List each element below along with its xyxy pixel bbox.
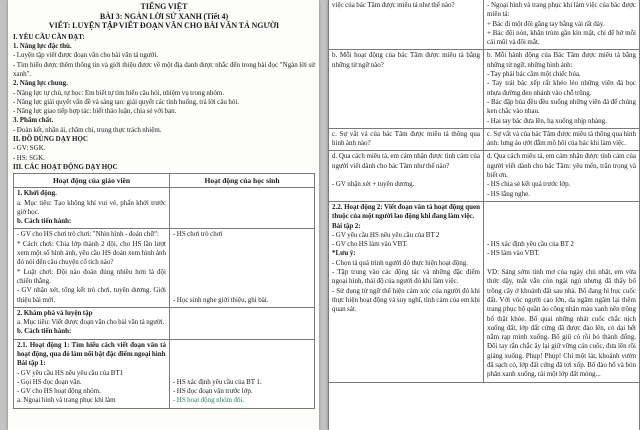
table-header-student: Hoạt động của học sinh	[204, 176, 280, 186]
text-line: Bài tập 1:	[17, 359, 46, 368]
teacher-activity-cell	[329, 151, 484, 200]
table-row	[329, 151, 639, 201]
text-line: - Năng lực tự chủ, tự học: Em biết tự tìm hiểu câu hỏi, nhiệm vụ trong nhóm.	[13, 88, 225, 97]
text-line	[487, 259, 636, 268]
table-row	[329, 202, 639, 383]
text-line: - Gọi HS đọc đoạn văn.	[17, 377, 82, 386]
text-line: - Hai tay bác đưa lên, hạ xuống nhịp nhàng.	[487, 116, 607, 125]
text-line	[173, 341, 311, 350]
text-line: 1. Năng lực đặc thù.	[13, 42, 72, 51]
text-line: - HS làm vào VBT.	[487, 249, 540, 258]
text-line	[487, 212, 636, 221]
text-line: - GV nhận xét, tổng kết trò chơi, tuyên dương. Giới thiệu bài mới.	[17, 286, 166, 304]
text-line: - Tìm hiểu được thêm thông tin và giới thiệu được về một địa danh được nhắc đến trong bài đọc "Ngàn lời sử xanh".	[13, 60, 315, 78]
text-line: - Bác đập búa đều đều xuống những viên đá để chúng ken chắc vào nhau.	[487, 97, 636, 116]
student-activity-cell	[170, 308, 314, 339]
text-line: - Ngoại hình và trang phục khi làm việc của bác được miêu tả:	[487, 1, 636, 19]
text-line: - GV cho HS chơi trò chơi: "Nhìn hình - đoán chữ":	[17, 230, 159, 239]
text-line: a. Ngoại hình và trang phục khi làm	[17, 396, 116, 405]
text-line: - Luyện tập viết được đoạn văn cho bài văn tả người.	[13, 51, 159, 60]
student-activity-cell	[484, 202, 639, 382]
table-row	[14, 340, 314, 409]
table-row	[14, 229, 314, 307]
text-line	[487, 203, 636, 212]
table-row	[14, 188, 314, 229]
student-activity-cell	[170, 188, 314, 228]
text-line: - Sử dụng từ ngữ thể hiện cảm xúc của người đó khi thực hiện hoạt động và suy nghĩ, tình cảm của em khi quan sát.	[332, 286, 480, 314]
text-line	[173, 359, 311, 368]
text-line: - Đoàn kết, nhân ái, chăm chỉ, trung thực trách nhiệm.	[13, 125, 162, 134]
page-left	[8, 0, 319, 430]
text-line: - HS hoạt động nhóm đôi.	[173, 396, 245, 405]
teacher-activity-cell	[14, 188, 170, 228]
text-line: BÀI 3: NGÀN LỜI SỬ XANH (Tiết 4)	[99, 11, 229, 21]
text-line: - HS xác định yêu cầu của BT 2	[487, 240, 574, 249]
text-line: - HS chơi trò chơi	[173, 230, 223, 239]
table-header-teacher: Hoạt động của giáo viên	[14, 174, 170, 187]
table-row	[14, 308, 314, 340]
text-line: I. YÊU CẦU CẦN ĐẠT:	[13, 32, 85, 41]
text-line	[487, 222, 636, 231]
student-activity-cell	[484, 151, 639, 200]
text-line: III. CÁC HOẠT ĐỘNG DẠY HỌC	[13, 162, 118, 171]
text-line: TIẾNG VIỆT	[140, 2, 188, 11]
text-line: b. Mỗi hành động của Bác Tâm được miêu tả bằng những từ ngữ, những hình ảnh:	[487, 51, 636, 69]
text-line: + Bác đội nón, khăn trùm gần kín mặt, chỉ để hở mỗi cái mũi và đôi mắt.	[487, 28, 636, 47]
text-line: VD: Sáng sớm tinh mơ của ngày chủ nhật, em vừa thức dậy, mắt vẫn còn ngái ngủ nhưng đã thấy bố trồng cây ở khoảnh đất sau nhà. Bố đang hì hục cuốc đất. Với vóc người cao lớn, da ngăm ngăm lại thêm trang phục bộ quần áo công nhân màu xanh nên trông bố thật khỏe. Bố quai những nhát cuốc chắc nịch xuống đất, lớp đất cứng đã được đào lên, cỏ dại hết nằm rạp mình xuống. Bố giũ cỏ rồi bỏ thành đống. Đôi tay rắn chắc ấy lại giữ vững cán cuốc, đưa lên rồi giáng xuống. Phụp! Phụp! Chỉ một lát, khoảnh vườn đã sạch cỏ, lớp đất cứng đã tơi xốp. Bố đào hố và bón phân xanh xuống, rải một lớp đất mỏng...	[487, 268, 636, 379]
text-line	[487, 231, 636, 240]
text-line: - Chọn tả quá trình người đó thực hiện hoạt động.	[332, 258, 469, 267]
text-line: việc của bác Tâm được miêu tả như thế nào?	[332, 1, 455, 9]
teacher-activity-cell	[329, 50, 484, 127]
text-line: b. Cách tiến hành:	[17, 327, 72, 336]
text-line	[173, 268, 311, 277]
text-line	[173, 240, 311, 249]
student-activity-cell	[170, 229, 314, 306]
text-line: - HS chia sẻ kết quả trước lớp.	[487, 180, 571, 189]
student-activity-cell	[484, 50, 639, 127]
table-header-row	[14, 174, 314, 188]
text-line	[173, 286, 311, 295]
text-line	[173, 277, 311, 286]
activities-table	[13, 173, 315, 409]
teacher-activity-cell	[14, 340, 170, 408]
teacher-activity-cell	[14, 308, 170, 339]
teacher-activity-cell	[14, 229, 170, 306]
text-line: - Tay phải bác cầm một chiếc búa.	[487, 70, 581, 79]
text-line: d. Qua cách miêu tả, em cảm nhận được tình cảm của người viết dành cho bác Tâm: yêu mến, trân trọng và biết ơn.	[487, 152, 636, 180]
text-line: Bài tập 2:	[332, 221, 361, 230]
right-table-body	[329, 0, 639, 383]
student-activity-cell	[170, 340, 314, 408]
text-line	[173, 369, 311, 378]
text-line: a. Mục tiêu: Viết được đoạn văn cho bài văn tả người.	[17, 318, 165, 327]
text-line: - Tay trái bác xếp rất khéo léo những viên đá bọc nhựa đường đen nhánh vào chỗ trũng.	[487, 79, 636, 97]
text-line: II. ĐỒ DÙNG DẠY HỌC	[13, 135, 88, 144]
text-line: - GV yêu cầu HS nêu yêu cầu của BT 2	[332, 230, 440, 239]
text-line: + Bác đi một đôi găng tay bằng vải rất dày.	[487, 19, 605, 28]
table-row	[329, 0, 639, 50]
text-line: - GV cho HS làm vào VBT.	[332, 240, 408, 249]
teacher-activity-cell	[329, 202, 484, 382]
text-line: 2. Khám phá và luyện tập	[17, 308, 93, 317]
text-line: c. Sự vất vả của bác Tâm được miêu tả thông qua hình ảnh: lưng áo ướt đẫm mồ hôi của bác khi làm việc.	[487, 129, 636, 148]
text-line: - GV nhận xét + tuyên dương.	[332, 180, 415, 189]
student-activity-cell	[484, 129, 639, 151]
text-line: 2.2. Hoạt động 2: Viết đoạn văn tả hoạt động quen thuộc của một người lao động khi đang làm việc.	[332, 202, 480, 221]
text-line: 1. Khởi động.	[17, 189, 57, 198]
text-line: - HS lắng nghe.	[487, 189, 531, 198]
text-line: *Lưu ý:	[332, 249, 356, 258]
text-line: b. Cách tiến hành:	[17, 217, 72, 226]
table-row	[329, 129, 639, 152]
teacher-activity-cell	[329, 129, 484, 151]
student-activity-cell	[484, 0, 639, 49]
text-line: 3. Phẩm chất.	[13, 116, 54, 125]
text-line: - GV yêu cầu HS nêu yêu cầu của BT1	[17, 368, 124, 377]
text-line: 2. Năng lực chung.	[13, 79, 68, 88]
left-table-body	[14, 188, 314, 409]
text-line: - HS xác định yêu cầu của BT 1.	[173, 377, 262, 386]
text-line: - GV cho HS hoạt động nhóm.	[17, 387, 101, 396]
text-line	[173, 249, 311, 258]
text-line	[173, 350, 311, 359]
teacher-activity-cell	[329, 0, 484, 49]
text-line: - HS đọc đoạn văn trước lớp.	[173, 387, 253, 396]
text-line: c. Sự vất vả của bác Tâm được miêu tả thông qua hình ảnh nào?	[332, 129, 480, 148]
text-line: - Học sinh nghe giới thiệu, ghi bài.	[173, 295, 269, 304]
lesson-intro-section	[13, 33, 315, 172]
page-right	[328, 0, 640, 430]
text-line	[173, 258, 311, 267]
text-line: * Cách chơi: Chia lớp thành 2 đội, cho HS lần lượt xem một số hình ảnh, yêu cầu HS đoán xem hình ảnh đó nói đến câu chuyện cổ tích nào?	[17, 239, 166, 267]
text-line	[332, 171, 480, 180]
text-line: - Năng lực giải quyết vấn đề và sáng tạo: giải quyết các tình huống, trả lời câu hỏi.	[13, 97, 240, 106]
lesson-title-block	[13, 2, 315, 31]
text-line: a. Mục tiêu: Tạo không khí vui vẻ, phấn khởi trước giờ học.	[17, 198, 166, 216]
text-line: b. Mỗi hoạt động của bác Tâm được miêu tả bằng những từ ngữ nào?	[332, 51, 480, 69]
text-line: - Tập trung vào các động tác và những đặc điểm ngoại hình, thái độ của người đó khi làm việc.	[332, 268, 480, 286]
text-line: 2.1. Hoạt động 1: Tìm hiểu cách viết đoạn văn tả hoạt động, qua đó làm nổi bật đặc điểm ngoại hình	[17, 340, 166, 358]
activities-table-continued	[328, 0, 640, 430]
text-line: * Luật chơi: Đội nào đoán đúng nhiều hơn là đội chiến thắng.	[17, 267, 166, 285]
table-row	[329, 50, 639, 128]
text-line: - GV: SGK.	[13, 144, 46, 153]
text-line: VIẾT: LUYỆN TẬP VIẾT ĐOẠN VĂN CHO BÀI VĂN TẢ NGƯỜI	[48, 21, 280, 31]
text-line: - Năng lực giao tiếp hợp tác: biết thảo luận, chia sẻ với bạn.	[13, 107, 177, 116]
text-line: - HS: SGK.	[13, 153, 45, 162]
text-line: d. Qua cách miêu tả, em cảm nhận được tình cảm của người viết dành cho bác Tâm như thế nào?	[332, 152, 480, 170]
